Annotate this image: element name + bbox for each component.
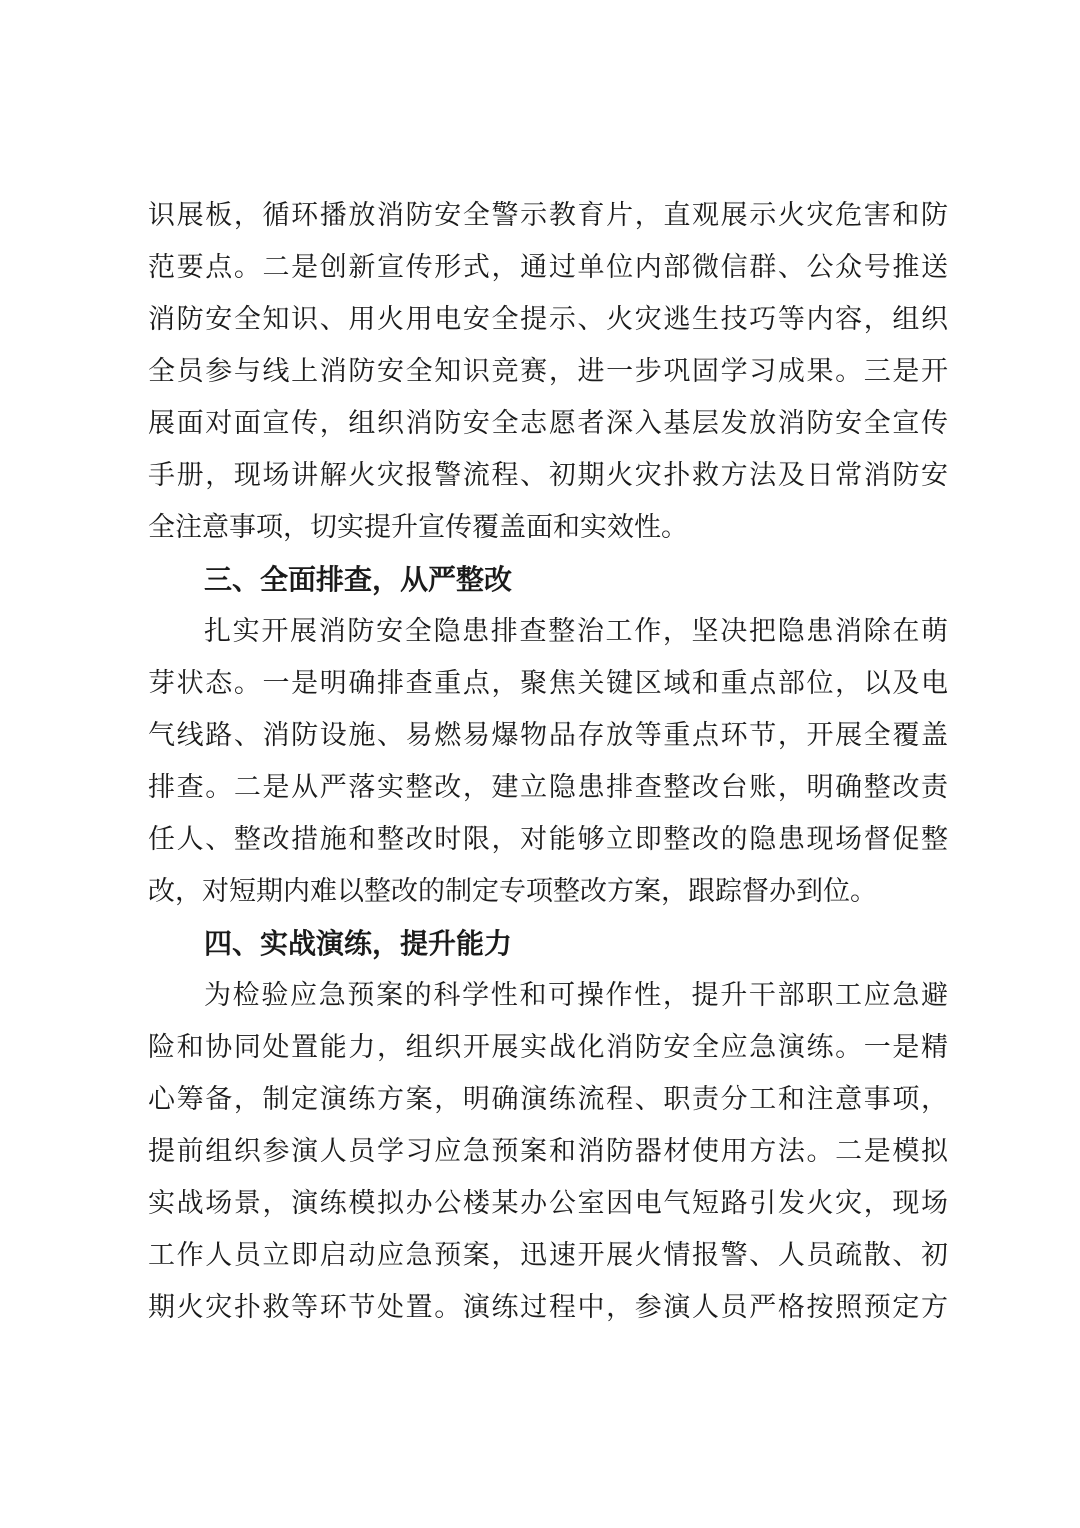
section-4 bbox=[148, 918, 948, 1334]
paragraph-line: 改，对短期内难以整改的制定专项整改方案，跟踪督办到位。 bbox=[148, 876, 877, 907]
section-3 bbox=[148, 554, 948, 918]
paragraph-line: 识展板，循环播放消防安全警示教育片，直观展示火灾危害和防 bbox=[148, 200, 948, 231]
paragraph-line: 工作人员立即启动应急预案，迅速开展火情报警、人员疏散、初 bbox=[148, 1240, 948, 1271]
paragraph-line: 气线路、消防设施、易燃易爆物品存放等重点环节，开展全覆盖 bbox=[148, 720, 948, 751]
paragraph-line: 消防安全知识、用火用电安全提示、火灾逃生技巧等内容，组织 bbox=[148, 304, 948, 335]
paragraph-line: 任人、整改措施和整改时限，对能够立即整改的隐患现场督促整 bbox=[148, 824, 948, 855]
paragraph-line: 手册，现场讲解火灾报警流程、初期火灾扑救方法及日常消防安 bbox=[148, 460, 948, 491]
paragraph-line: 全员参与线上消防安全知识竞赛，进一步巩固学习成果。三是开 bbox=[148, 356, 948, 387]
paragraph-line: 为检验应急预案的科学性和可操作性，提升干部职工应急避 bbox=[204, 980, 948, 1011]
paragraph-line: 排查。二是从严落实整改，建立隐患排查整改台账，明确整改责 bbox=[148, 772, 948, 803]
paragraph-line: 提前组织参演人员学习应急预案和消防器材使用方法。二是模拟 bbox=[148, 1136, 948, 1167]
paragraph-line: 范要点。二是创新宣传形式，通过单位内部微信群、公众号推送 bbox=[148, 252, 948, 283]
paragraph-line: 实战场景，演练模拟办公楼某办公室因电气短路引发火灾，现场 bbox=[148, 1188, 948, 1219]
section-2-continuation bbox=[148, 190, 948, 554]
paragraph-line: 期火灾扑救等环节处置。演练过程中，参演人员严格按照预定方 bbox=[148, 1292, 948, 1323]
paragraph-line: 险和协同处置能力，组织开展实战化消防安全应急演练。一是精 bbox=[148, 1032, 948, 1063]
paragraph-line: 心筹备，制定演练方案，明确演练流程、职责分工和注意事项， bbox=[148, 1084, 948, 1115]
paragraph-line: 展面对面宣传，组织消防安全志愿者深入基层发放消防安全宣传 bbox=[148, 408, 948, 439]
section-heading: 四、实战演练，提升能力 bbox=[204, 927, 513, 960]
document-page bbox=[148, 190, 948, 1334]
paragraph-line: 扎实开展消防安全隐患排查整治工作，坚决把隐患消除在萌 bbox=[204, 616, 948, 647]
paragraph-line: 全注意事项，切实提升宣传覆盖面和实效性。 bbox=[148, 512, 688, 543]
paragraph-line: 芽状态。一是明确排查重点，聚焦关键区域和重点部位，以及电 bbox=[148, 668, 948, 699]
section-heading: 三、全面排查，从严整改 bbox=[204, 563, 513, 596]
